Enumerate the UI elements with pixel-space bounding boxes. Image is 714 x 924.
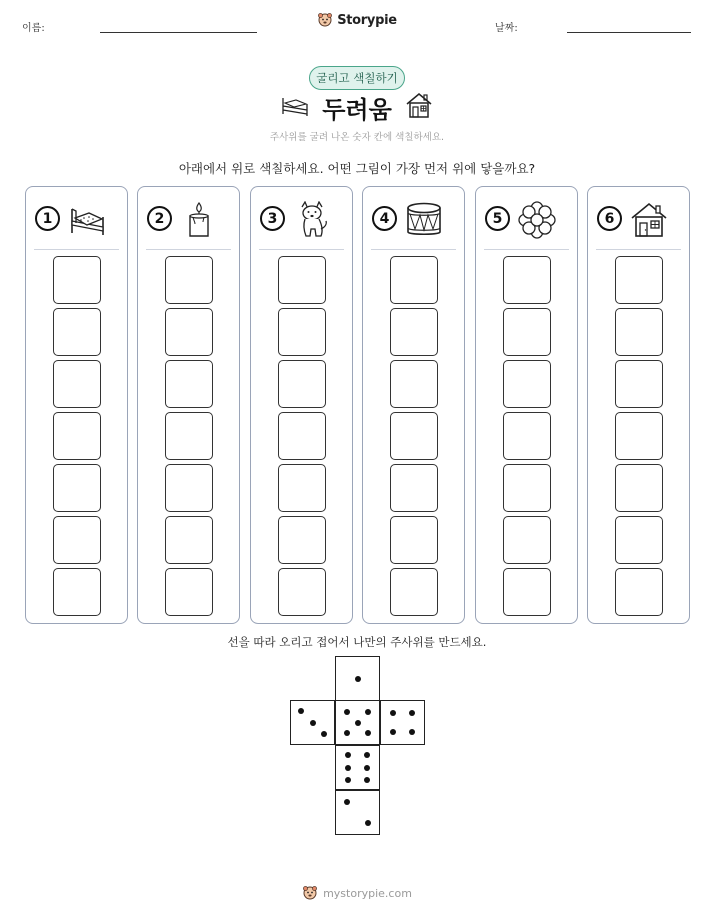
color-cell[interactable] (278, 412, 326, 460)
color-cell[interactable] (278, 308, 326, 356)
race-column-3 (250, 186, 353, 624)
color-cell[interactable] (615, 412, 663, 460)
storypie-mascot-icon (302, 885, 318, 901)
color-cell[interactable] (615, 256, 663, 304)
color-cell[interactable] (278, 256, 326, 304)
color-cell[interactable] (615, 360, 663, 408)
instruction: 아래에서 위로 색칠하세요. 어떤 그림이 가장 먼저 위에 닿을까요? (178, 161, 536, 176)
color-cell[interactable] (165, 308, 213, 356)
cell-stack (588, 256, 689, 620)
color-cell[interactable] (615, 568, 663, 616)
color-cell[interactable] (503, 308, 551, 356)
column-divider (596, 249, 681, 250)
house-icon (629, 201, 669, 239)
color-cell[interactable] (615, 308, 663, 356)
race-column-1 (25, 186, 128, 624)
die-pip (344, 730, 350, 736)
activity-badge: 굴리고 색칠하기 (309, 66, 405, 90)
color-cell[interactable] (390, 464, 438, 512)
die-pip (364, 777, 370, 783)
color-cell[interactable] (53, 256, 101, 304)
color-cell[interactable] (165, 464, 213, 512)
die-pip (390, 710, 396, 716)
die-pip (364, 765, 370, 771)
die-pip (390, 729, 396, 735)
color-cell[interactable] (503, 360, 551, 408)
die-pip (364, 752, 370, 758)
race-column-2 (137, 186, 240, 624)
color-cell[interactable] (53, 308, 101, 356)
race-column-4 (362, 186, 465, 624)
race-column-5 (475, 186, 578, 624)
house-icon (404, 90, 434, 120)
name-line (100, 32, 257, 33)
column-divider (484, 249, 569, 250)
color-cell[interactable] (390, 568, 438, 616)
color-cell[interactable] (278, 516, 326, 564)
die-face-1 (335, 656, 380, 701)
die-pip (344, 709, 350, 715)
die-pip (365, 820, 371, 826)
color-cell[interactable] (390, 308, 438, 356)
color-cell[interactable] (53, 516, 101, 564)
color-cell[interactable] (615, 464, 663, 512)
die-pip (310, 720, 316, 726)
cell-stack (138, 256, 239, 620)
die-face-6 (335, 745, 380, 790)
die-pip (355, 720, 361, 726)
column-number: 2 (147, 206, 172, 231)
color-cell[interactable] (503, 464, 551, 512)
color-cell[interactable] (165, 568, 213, 616)
page-title: 두려움 (322, 96, 392, 124)
race-column-6 (587, 186, 690, 624)
candle-icon (179, 201, 219, 239)
column-number: 5 (485, 206, 510, 231)
column-number: 1 (35, 206, 60, 231)
bed-icon (67, 201, 107, 239)
color-cell[interactable] (503, 412, 551, 460)
die-face-4 (380, 700, 425, 745)
title-row (0, 90, 714, 124)
column-divider (146, 249, 231, 250)
color-cell[interactable] (165, 256, 213, 304)
color-cell[interactable] (53, 568, 101, 616)
flower-icon (517, 201, 557, 239)
color-cell[interactable] (503, 568, 551, 616)
column-divider (371, 249, 456, 250)
die-face-2 (335, 790, 380, 835)
die-face-3 (290, 700, 335, 745)
die-pip (345, 777, 351, 783)
color-cell[interactable] (53, 464, 101, 512)
cell-stack (476, 256, 577, 620)
cell-stack (251, 256, 352, 620)
brand-logo (0, 12, 714, 28)
puppy-icon (292, 201, 332, 239)
color-cell[interactable] (165, 360, 213, 408)
color-cell[interactable] (390, 516, 438, 564)
column-number: 6 (597, 206, 622, 231)
die-pip (321, 731, 327, 737)
footer (0, 885, 714, 901)
date-line (567, 32, 691, 33)
die-pip (298, 708, 304, 714)
column-divider (34, 249, 119, 250)
die-pip (355, 676, 361, 682)
brand-name: Storypie (337, 12, 397, 28)
die-pip (409, 710, 415, 716)
color-cell[interactable] (165, 412, 213, 460)
color-cell[interactable] (390, 360, 438, 408)
column-number: 3 (260, 206, 285, 231)
color-cell[interactable] (503, 516, 551, 564)
color-cell[interactable] (278, 568, 326, 616)
color-cell[interactable] (165, 516, 213, 564)
die-pip (344, 799, 350, 805)
column-number: 4 (372, 206, 397, 231)
name-label: 이름: (22, 23, 45, 34)
color-cell[interactable] (53, 412, 101, 460)
color-cell[interactable] (53, 360, 101, 408)
cell-stack (363, 256, 464, 620)
storypie-mascot-icon (317, 12, 333, 28)
color-cell[interactable] (615, 516, 663, 564)
die-pip (365, 730, 371, 736)
die-pip (365, 709, 371, 715)
die-pip (345, 752, 351, 758)
color-cell[interactable] (503, 256, 551, 304)
color-cell[interactable] (278, 464, 326, 512)
footer-url[interactable]: mystorypie.com (323, 886, 412, 900)
die-face-5 (335, 700, 380, 745)
drum-icon (404, 201, 444, 239)
cut-instruction: 선을 따라 오리고 접어서 나만의 주사위를 만드세요. (227, 635, 487, 649)
color-cell[interactable] (390, 256, 438, 304)
die-pip (345, 765, 351, 771)
column-divider (259, 249, 344, 250)
color-cell[interactable] (390, 412, 438, 460)
color-cell[interactable] (278, 360, 326, 408)
subtitle: 주사위를 굴려 나온 숫자 칸에 색칠하세요. (269, 132, 445, 143)
cell-stack (26, 256, 127, 620)
date-label: 날짜: (495, 23, 518, 34)
die-pip (409, 729, 415, 735)
